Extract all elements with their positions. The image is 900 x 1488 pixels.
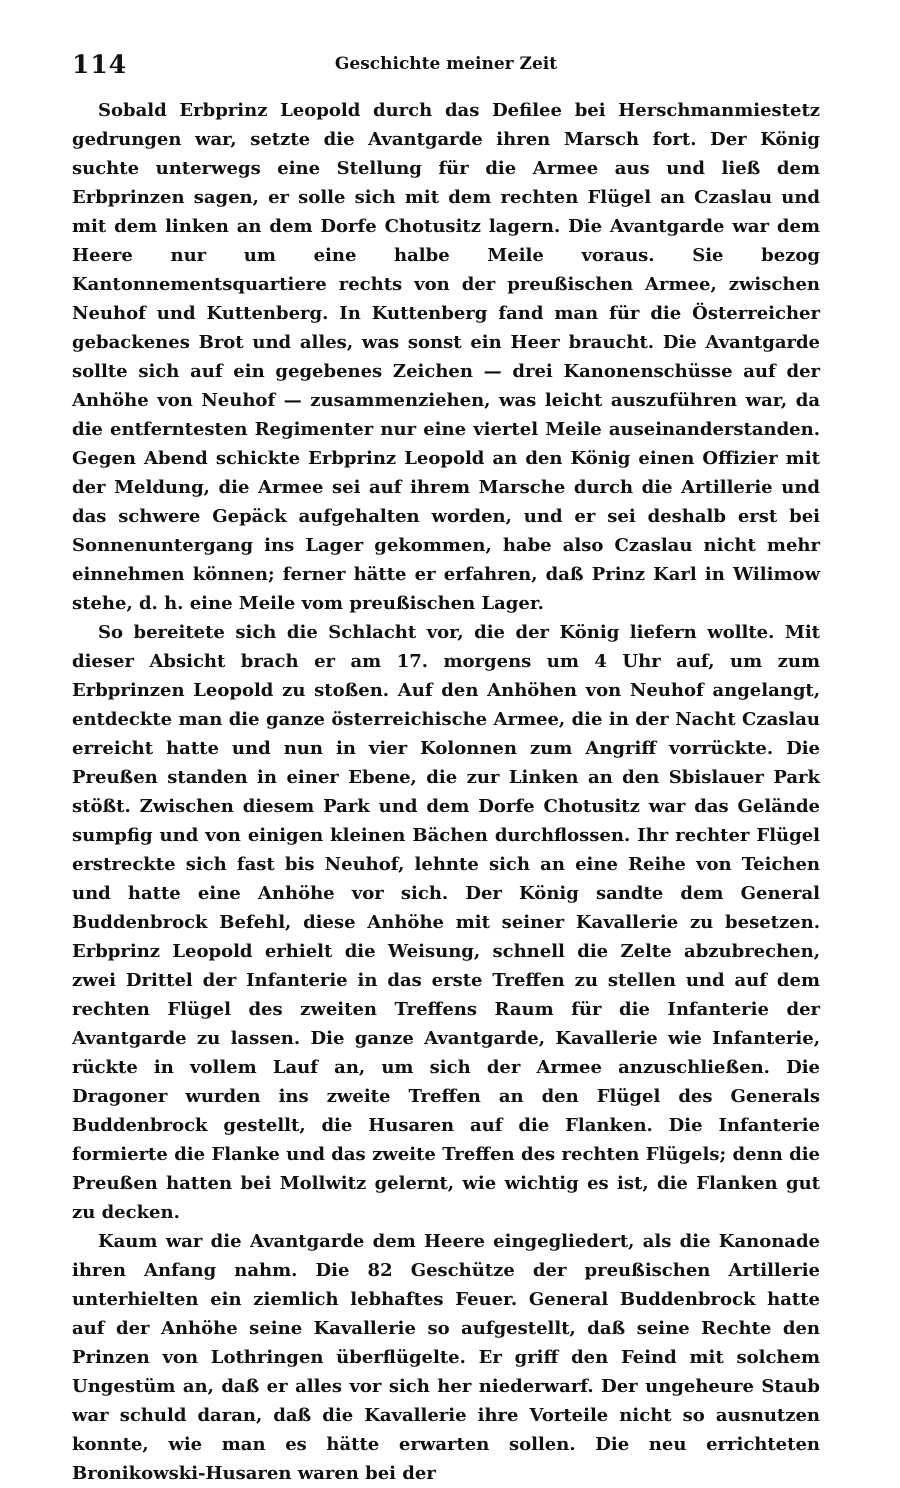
page-number: 114 xyxy=(72,50,128,79)
running-title: Geschichte meiner Zeit xyxy=(334,54,558,74)
page-header xyxy=(72,50,820,90)
paragraph: So bereitete sich die Schlacht vor, die der König liefern wollte. Mit dieser Absicht brach er am 17. morgens um 4 Uhr auf, um zum Erbprinzen Leopold zu stoßen. Auf den Anhöhen von Neuhof angelangt, entdeckte man die ganze österreichische Armee, die in der Nacht Czaslau erreicht hatte und nun in vier Kolonnen zum Angriff vorrückte. Die Preußen standen in einer Ebene, die zur Linken an den Sbislauer Park stößt. Zwischen diesem Park und dem Dorfe Chotusitz war das Gelände sumpfig und von einigen kleinen Bächen durchflossen. Ihr rechter Flügel erstreckte sich fast bis Neuhof, lehnte sich an eine Reihe von Teichen und hatte eine Anhöhe vor sich. Der König sandte dem General Buddenbrock Befehl, diese Anhöhe mit seiner Kavallerie zu besetzen. Erbprinz Leopold erhielt die Weisung, schnell die Zelte abzubrechen, zwei Drittel der Infanterie in das erste Treffen zu stellen und auf dem rechten Flügel des zweiten Treffens Raum für die Infanterie der Avantgarde zu lassen. Die ganze Avantgarde, Kavallerie wie Infanterie, rückte in vollem Lauf an, um sich der Armee anzuschließen. Die Dragoner wurden ins zweite Treffen an den Flügel des Generals Buddenbrock gestellt, die Husaren auf die Flanken. Die Infanterie formierte die Flanke und das zweite Treffen des rechten Flügels; denn die Preußen hatten bei Mollwitz gelernt, wie wichtig es ist, die Flanken gut zu decken. xyxy=(72,622,820,1223)
body-text xyxy=(72,96,820,1488)
paragraph: Sobald Erbprinz Leopold durch das Defilee bei Herschmanmiestetz gedrungen war, setzte die Avantgarde ihren Marsch fort. Der König suchte unterwegs eine Stellung für die Armee aus und ließ dem Erbprinzen sagen, er solle sich mit dem rechten Flügel an Czaslau und mit dem linken an dem Dorfe Chotusitz lagern. Die Avantgarde war dem Heere nur um eine halbe Meile voraus. Sie bezog Kantonnementsquartiere rechts von der preußischen Armee, zwischen Neuhof und Kuttenberg. In Kuttenberg fand man für die Österreicher gebackenes Brot und alles, was sonst ein Heer braucht. Die Avantgarde sollte sich auf ein gegebenes Zeichen — drei Kanonenschüsse auf der Anhöhe von Neuhof — zusammenziehen, was leicht auszuführen war, da die entferntesten Regimenter nur eine viertel Meile auseinanderstanden. Gegen Abend schickte Erbprinz Leopold an den König einen Offizier mit der Meldung, die Armee sei auf ihrem Marsche durch die Artillerie und das schwere Gepäck aufgehalten worden, und er sei deshalb erst bei Sonnenuntergang ins Lager gekommen, habe also Czaslau nicht mehr einnehmen können; ferner hätte er erfahren, daß Prinz Karl in Wilimow stehe, d. h. eine Meile vom preußischen Lager. xyxy=(72,100,820,614)
paragraph: Kaum war die Avantgarde dem Heere eingegliedert, als die Kanonade ihren Anfang nahm. Die 82 Geschütze der preußischen Artillerie unterhielten ein ziemlich lebhaftes Feuer. General Buddenbrock hatte auf der Anhöhe seine Kavallerie so aufgestellt, daß seine Rechte den Prinzen von Lothringen überflügelte. Er griff den Feind mit solchem Ungestüm an, daß er alles vor sich her niederwarf. Der ungeheure Staub war schuld daran, daß die Kavallerie ihre Vorteile nicht so ausnutzen konnte, wie man es hätte erwarten sollen. Die neu errichteten Bronikowski-Husaren waren bei der xyxy=(72,1231,820,1484)
